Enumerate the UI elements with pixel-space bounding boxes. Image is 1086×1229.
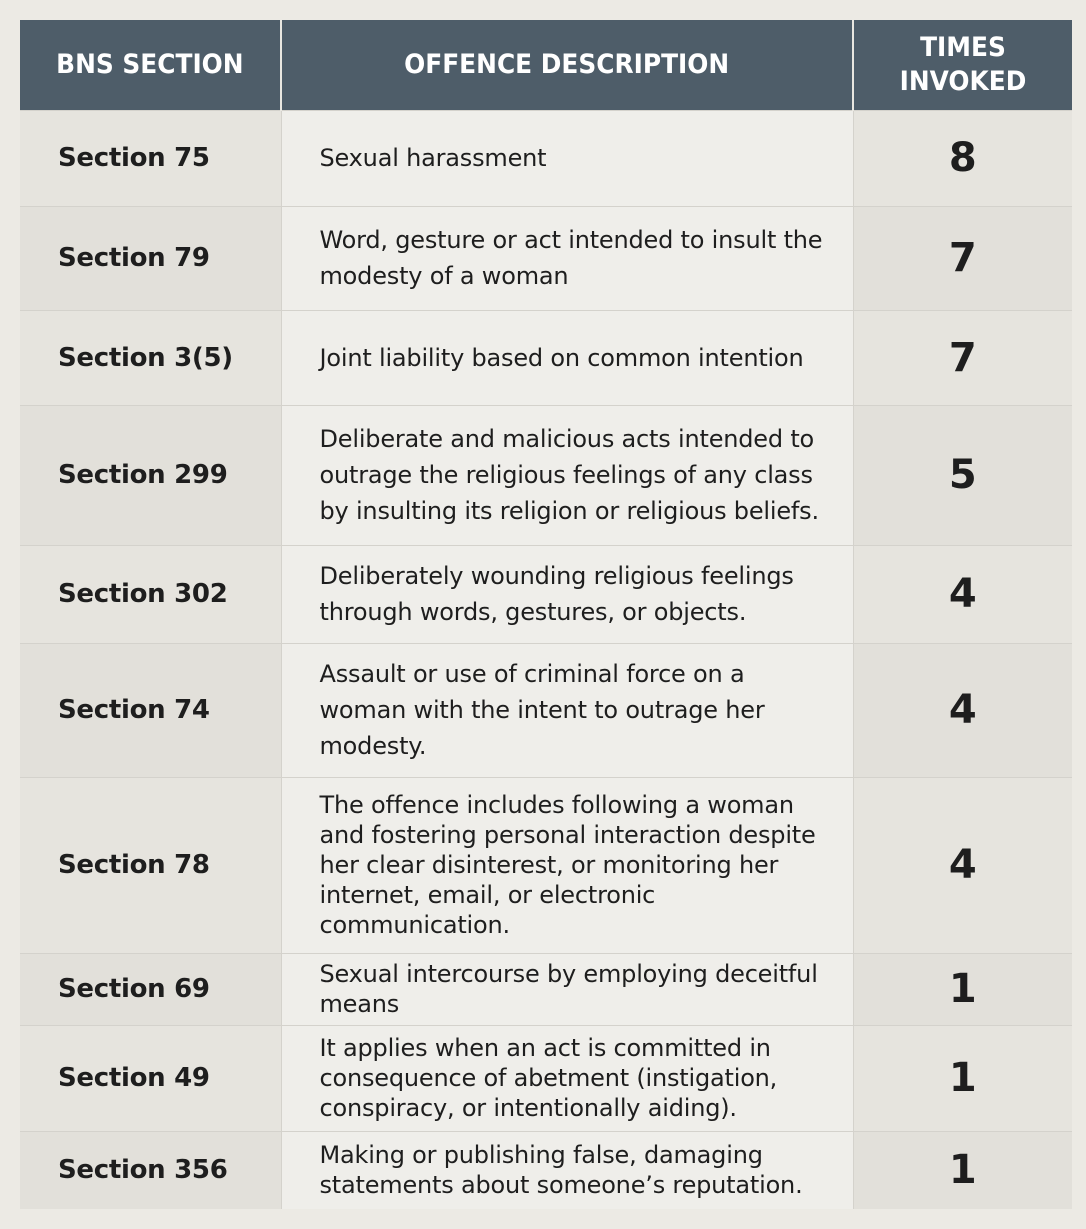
section-cell: Section 79 [20,206,281,310]
section-cell: Section 78 [20,777,281,953]
description-cell: It applies when an act is committed in consequence of abetment (instigation, conspiracy, or intentionally aiding). [281,1025,853,1131]
description-cell: Joint liability based on common intention [281,310,853,405]
section-cell: Section 356 [20,1131,281,1209]
description-cell: Sexual intercourse by employing deceitful means [281,953,853,1025]
count-cell: 7 [853,310,1072,405]
description-cell: The offence includes following a woman and fostering personal interaction despite her clear disinterest, or monitoring her internet, email, or electronic communication. [281,777,853,953]
header-bns-section: BNS SECTION [20,20,281,110]
table-row [20,1131,1072,1209]
table-row [20,206,1072,310]
count-cell: 4 [853,777,1072,953]
section-cell: Section 69 [20,953,281,1025]
description-cell: Sexual harassment [281,110,853,206]
count-cell: 8 [853,110,1072,206]
section-cell: Section 74 [20,643,281,777]
section-cell: Section 302 [20,545,281,643]
section-cell: Section 49 [20,1025,281,1131]
header-offence-description: OFFENCE DESCRIPTION [281,20,853,110]
table-row [20,953,1072,1025]
table-row [20,1025,1072,1131]
description-cell: Deliberate and malicious acts intended to outrage the religious feelings of any class by insulting its religion or religious beliefs. [281,405,853,545]
count-cell: 4 [853,643,1072,777]
description-cell: Deliberately wounding religious feelings through words, gestures, or objects. [281,545,853,643]
header-times-invoked: TIMES INVOKED [853,20,1072,110]
table-row [20,777,1072,953]
table-row [20,545,1072,643]
table-row [20,310,1072,405]
section-cell: Section 299 [20,405,281,545]
count-cell: 5 [853,405,1072,545]
section-cell: Section 3(5) [20,310,281,405]
description-cell: Assault or use of criminal force on a woman with the intent to outrage her modesty. [281,643,853,777]
count-cell: 1 [853,1025,1072,1131]
offence-table [20,20,1072,1209]
section-cell: Section 75 [20,110,281,206]
count-cell: 1 [853,1131,1072,1209]
description-cell: Making or publishing false, damaging statements about someone’s reputation. [281,1131,853,1209]
table-body [20,110,1072,1209]
count-cell: 7 [853,206,1072,310]
table-row [20,405,1072,545]
count-cell: 1 [853,953,1072,1025]
description-cell: Word, gesture or act intended to insult the modesty of a woman [281,206,853,310]
table-header [20,20,1072,110]
offence-table-container [20,20,1072,1209]
table-row [20,643,1072,777]
table-row [20,110,1072,206]
count-cell: 4 [853,545,1072,643]
